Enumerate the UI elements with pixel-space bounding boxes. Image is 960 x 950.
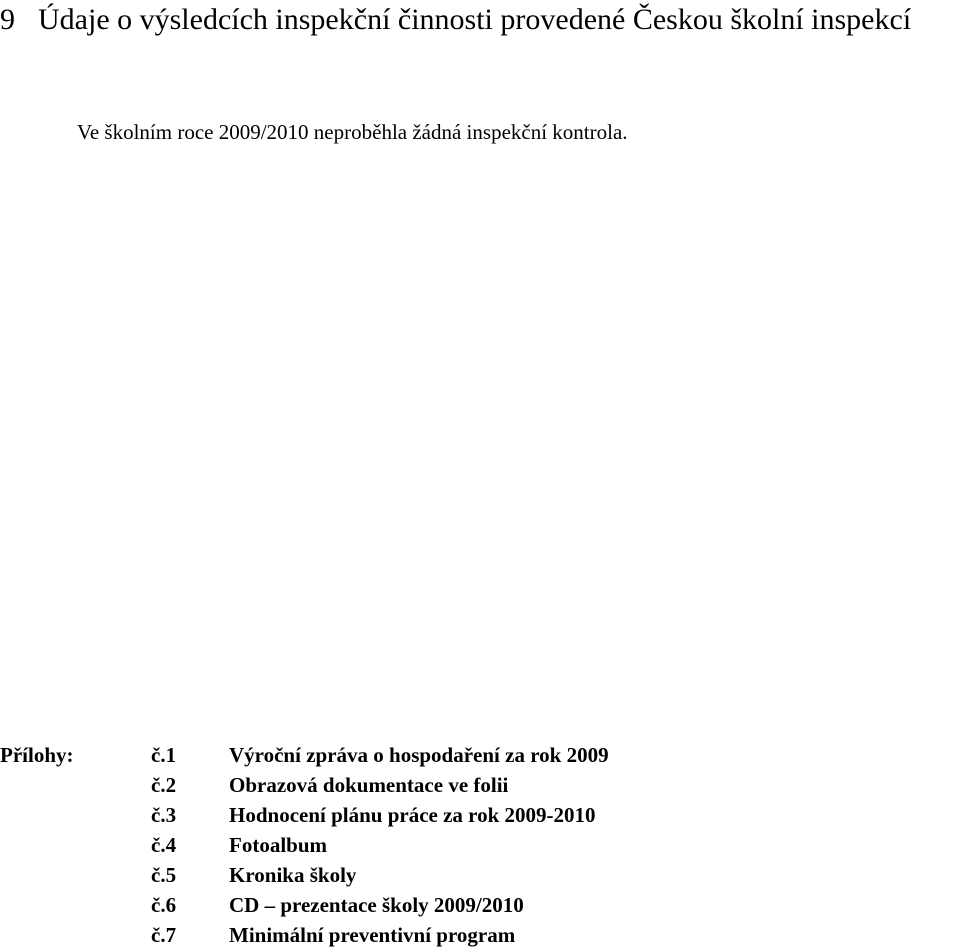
attachment-title: Kronika školy <box>229 863 357 887</box>
attachment-number: č.3 <box>151 803 177 827</box>
attachment-title: Fotoalbum <box>229 833 328 857</box>
attachment-number: č.1 <box>151 743 177 767</box>
attachment-number: č.4 <box>151 833 177 857</box>
attachment-title: Obrazová dokumentace ve folii <box>229 773 509 797</box>
attachment-item <box>0 770 960 800</box>
attachment-item <box>0 800 960 830</box>
attachment-title: Výroční zpráva o hospodaření za rok 2009 <box>229 743 609 767</box>
attachments-label: Přílohy: <box>0 743 74 767</box>
attachment-item <box>0 890 960 920</box>
attachment-item <box>0 920 960 950</box>
section-number: 9 <box>0 3 15 36</box>
section-title: Údaje o výsledcích inspekční činnosti provedené Českou školní inspekcí <box>38 3 912 36</box>
attachment-item <box>0 740 960 770</box>
attachment-number: č.6 <box>151 893 177 917</box>
attachment-title: Minimální preventivní program <box>229 923 516 947</box>
attachment-title: CD – prezentace školy 2009/2010 <box>229 893 524 917</box>
attachments-list <box>0 740 960 948</box>
attachment-number: č.5 <box>151 863 177 887</box>
attachment-item <box>0 830 960 860</box>
inspection-paragraph: Ve školním roce 2009/2010 neproběhla žádná inspekční kontrola. <box>77 120 628 144</box>
attachment-number: č.2 <box>151 773 177 797</box>
attachment-number: č.7 <box>151 923 177 947</box>
attachment-item <box>0 860 960 890</box>
attachment-title: Hodnocení plánu práce za rok 2009-2010 <box>229 803 596 827</box>
